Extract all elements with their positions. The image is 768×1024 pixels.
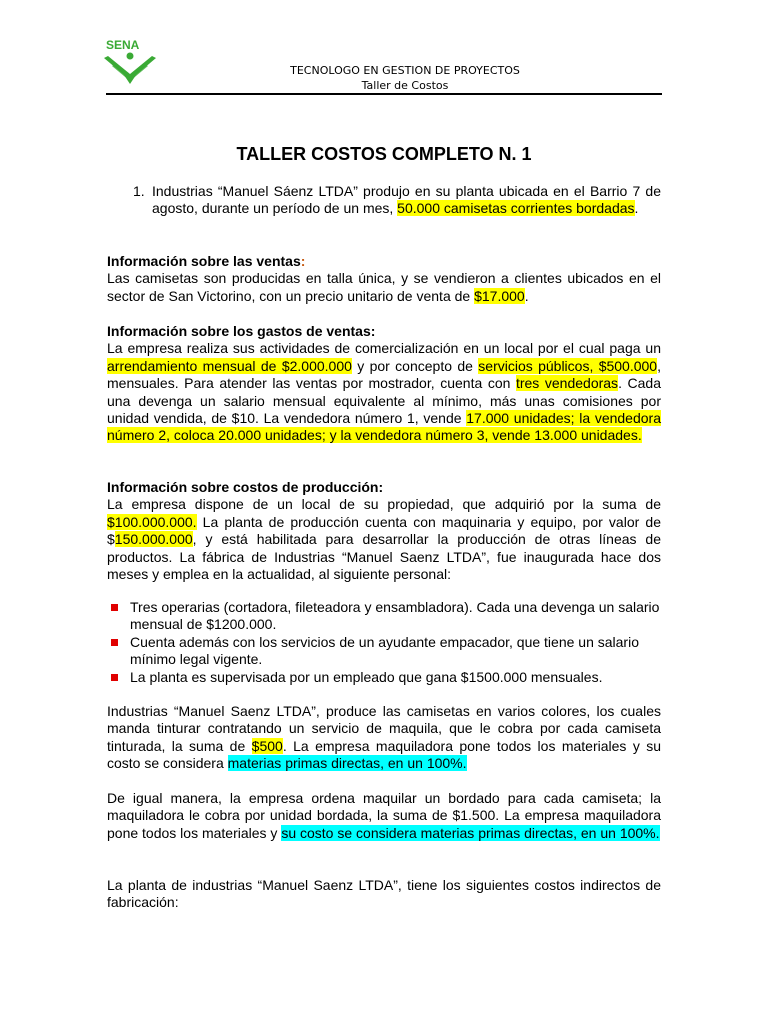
list-item: Cuenta además con los servicios de un ayudante empacador, que tiene un salario mínimo legal vigente. [107,634,661,669]
header-program-title: TECNOLOGO EN GESTION DE PROYECTOS [290,64,520,77]
header-divider [106,93,662,95]
sena-logo-text: SENA [106,38,140,52]
section-ventas [107,253,661,305]
section-gastos-ventas [107,323,661,445]
ventas-text: Las camisetas son producidas en talla única, y se vendieron a clientes ubicados en el sector de San Victorino, con un precio unitario de venta de $17.000. [107,270,661,304]
highlight-production: 50.000 camisetas corrientes bordadas [397,200,635,217]
list-item: La planta es supervisada por un empleado que gana $1500.000 mensuales. [107,669,661,686]
paragraph-bordado: De igual manera, la empresa ordena maquilar un bordado para cada camiseta; la maquiladora le cobra por unidad bordada, la suma de $1.500. La empresa maquiladora pone todos los materiales y su costo se considera materias primas directas, en un 100%. [107,790,661,841]
list-item: Tres operarias (cortadora, fileteadora y ensambladora). Cada una devenga un salario mensual de $1200.000. [107,599,661,634]
bullet-square-icon [111,674,118,681]
header-course-title: Taller de Costos [361,79,449,92]
section-heading-ventas: Información sobre las ventas: [107,253,306,269]
paragraph-tintura: Industrias “Manuel Saenz LTDA”, produce las camisetas en varios colores, los cuales manda tinturar contratando un servicio de maquila, que le cobra por cada camiseta tinturada, la suma de $500. La empresa maquiladora pone todos los materiales y su costo se considera materias primas directas, en un 100%. [107,703,661,772]
sena-logo [100,36,162,86]
item-1-text: Industrias “Manuel Sáenz LTDA” produjo en su planta ubicada en el Barrio 7 de agosto, durante un período de un mes, 50.000 camisetas corrientes bordadas. [152,183,661,217]
bullet-square-icon [111,604,118,611]
numbered-item-1 [133,183,661,218]
section-heading-gastos: Información sobre los gastos de ventas: [107,323,376,339]
section-heading-produccion: Información sobre costos de producción: [107,479,384,495]
paragraph-costos-indirectos: La planta de industrias “Manuel Saenz LTDA”, tiene los siguientes costos indirectos de fabricación: [107,877,661,911]
bullet-square-icon [111,639,118,646]
section-costos-produccion [107,479,661,583]
personnel-list [107,599,661,686]
gastos-text: La empresa realiza sus actividades de comercialización en un local por el cual paga un arrendamiento mensual de $2.000.000 y por concepto de servicios públicos, $500.000, mensuales. Para atender las ventas por mostrador, cuenta con tres vendedoras. Cada una devenga un salario mensual equivalente al mínimo, más unas comisiones por unidad vendida, de $10. La vendedora número 1, vende 17.000 unidades; la vendedora número 2, coloca 20.000 unidades; y la vendedora número 3, vende 13.000 unidades. [107,340,661,444]
document-title: TALLER COSTOS COMPLETO N. 1 [236,144,532,164]
item-number: 1. [133,183,145,199]
produccion-text: La empresa dispone de un local de su propiedad, que adquirió por la suma de $100.000.000. La planta de producción cuenta con maquinaria y equipo, por valor de $150.000.000, y está habilitada para desarrollar la producción de otras líneas de productos. La fábrica de Industrias “Manuel Saenz LTDA”, fue inaugurada hace dos meses y emplea en la actualidad, al siguiente personal: [107,496,661,583]
highlight-unit-price: $17.000 [474,287,525,304]
